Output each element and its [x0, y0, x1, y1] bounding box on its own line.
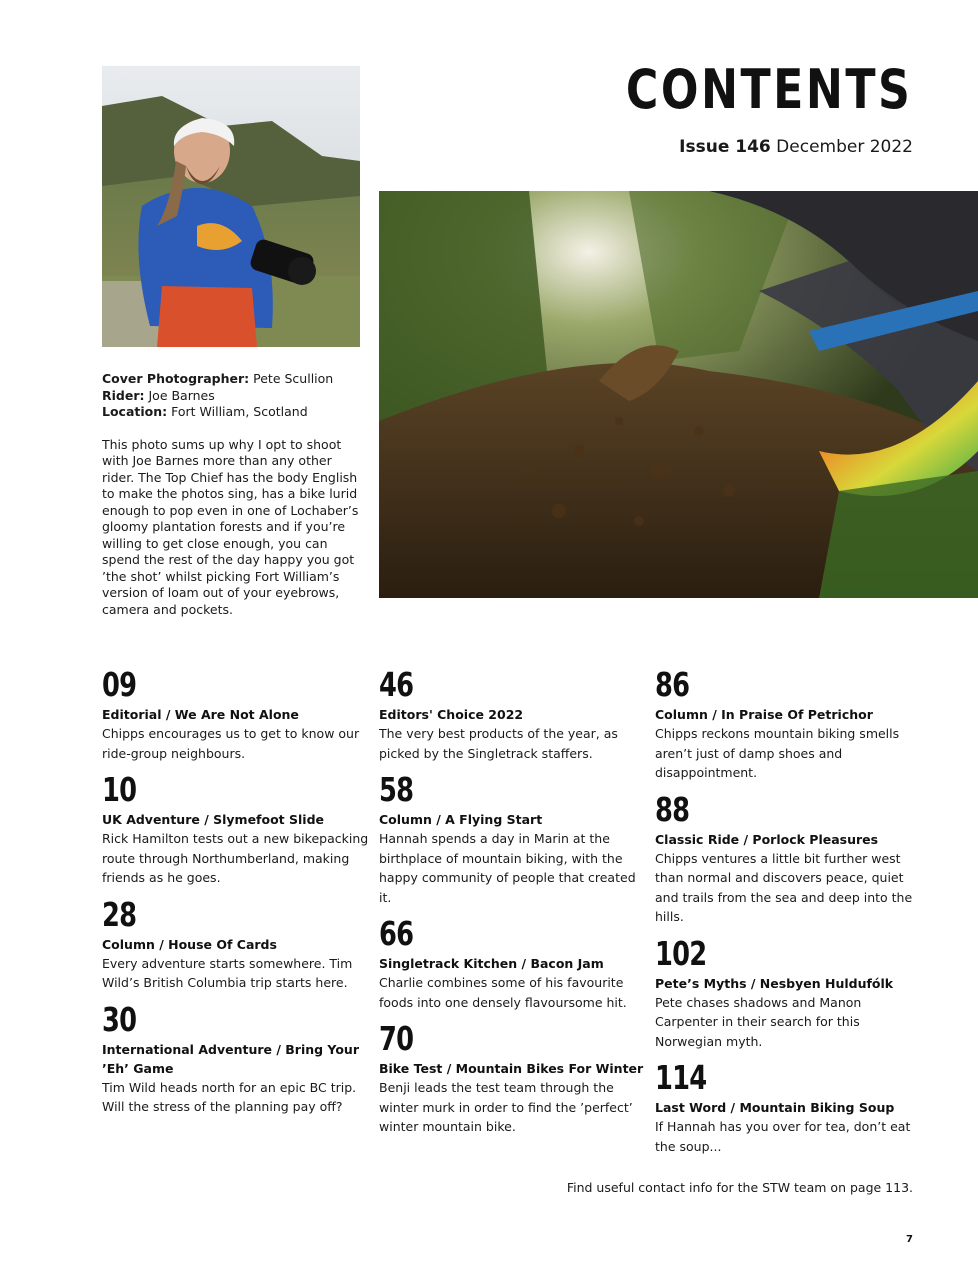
entry-description: Chipps ventures a little bit further west than normal and discovers peace, quiet and trails from the sea and deep into the hills.	[655, 850, 913, 924]
entry-title: Column / In Praise Of Petrichor	[655, 707, 873, 722]
page-number: 66	[379, 914, 414, 953]
entry-description: Tim Wild heads north for an epic BC trip. Will the stress of the planning pay off?	[102, 1079, 357, 1114]
entry-description: Hannah spends a day in Marin at the birthplace of mountain biking, with the happy community of people that created it.	[379, 831, 636, 905]
entry-title: Bike Test / Mountain Bikes For Winter	[379, 1061, 644, 1076]
toc-entry[interactable]	[379, 771, 649, 907]
page-number: 86	[655, 665, 690, 704]
location-label: Location:	[102, 404, 168, 419]
entry-title: Pete’s Myths / Nesbyen Huldufólk	[655, 975, 894, 991]
entry-title: Singletrack Kitchen / Bacon Jam	[379, 956, 604, 971]
cover-credits	[102, 371, 364, 618]
toc-entry[interactable]	[379, 666, 649, 763]
photographer-credit	[102, 371, 364, 388]
toc-entry[interactable]	[102, 1001, 372, 1117]
entry-title: International Adventure / Bring Your ’Eh’ Game	[102, 1041, 359, 1076]
toc-entry[interactable]	[102, 666, 372, 763]
entry-description: Chipps encourages us to get to know our ride-group neighbours.	[102, 726, 360, 761]
toc-entry[interactable]	[655, 935, 917, 1052]
issue-number: Issue 146	[679, 137, 771, 157]
entry-description: If Hannah has you over for tea, don’t eat the soup...	[655, 1119, 911, 1154]
page-number: 10	[102, 770, 137, 809]
photographer-name: Pete Scullion	[253, 371, 334, 386]
toc-column-3	[655, 666, 917, 1164]
entry-title: UK Adventure / Slymefoot Slide	[102, 812, 324, 827]
toc-entry[interactable]	[102, 771, 372, 888]
photographer-photo	[102, 66, 360, 347]
rider-credit	[102, 388, 364, 405]
page-folio: 7	[906, 1234, 913, 1245]
entry-description: Pete chases shadows and Manon Carpenter in their search for this Norwegian myth.	[655, 994, 862, 1049]
entry-title: Last Word / Mountain Biking Soup	[655, 1100, 895, 1115]
entry-title: Column / A Flying Start	[379, 812, 543, 827]
page-number: 58	[379, 770, 414, 809]
toc-entry[interactable]	[655, 1059, 917, 1156]
entry-title: Editors' Choice 2022	[379, 707, 524, 722]
entry-description: The very best products of the year, as picked by the Singletrack staffers.	[379, 726, 618, 761]
page-number: 102	[655, 933, 707, 973]
page-number: 09	[102, 665, 137, 704]
toc-entry[interactable]	[379, 1020, 649, 1137]
toc-entry[interactable]	[655, 666, 917, 783]
page-number: 88	[655, 789, 690, 829]
page-title: CONTENTS	[625, 58, 912, 121]
toc-entry[interactable]	[379, 915, 649, 1012]
toc-column-2	[379, 666, 649, 1145]
entry-title: Classic Ride / Porlock Pleasures	[655, 831, 879, 847]
cover-photo	[379, 191, 978, 598]
entry-description: Every adventure starts somewhere. Tim Wild’s British Columbia trip starts here.	[102, 955, 353, 990]
entry-description: Benji leads the test team through the winter murk in order to find the ’perfect’ winter mountain bike.	[379, 1080, 633, 1134]
toc-entry[interactable]	[655, 791, 917, 927]
rider-label: Rider:	[102, 387, 145, 403]
entry-description: Rick Hamilton tests out a new bikepacking route through Northumberland, making friends as he goes.	[102, 831, 369, 885]
entry-title: Editorial / We Are Not Alone	[102, 707, 299, 722]
issue-date: December 2022	[776, 137, 913, 157]
entry-description: Charlie combines some of his favourite foods into one densely flavoursome hit.	[379, 975, 627, 1010]
location-name: Fort William, Scotland	[171, 404, 308, 419]
toc-entry[interactable]	[102, 896, 372, 993]
page-number: 30	[102, 999, 137, 1039]
contact-note: Find useful contact info for the STW team on page 113.	[566, 1180, 913, 1195]
photographer-label: Cover Photographer:	[102, 371, 250, 386]
page-number: 28	[102, 894, 137, 934]
location-credit	[102, 404, 364, 421]
page-number: 70	[379, 1019, 414, 1058]
rider-name: Joe Barnes	[148, 387, 215, 403]
cover-blurb: This photo sums up why I opt to shoot with Joe Barnes more than any other rider. The Top Chief has the body English to make the photos sing, has a bike lurid enough to pop even in one of Lochaber’s gloomy plantation forests and if you’re willing to get close enough, you can spend the rest of the day happy you got ’the shot’ whilst picking Fort William’s version of loam out of your eyebrows, camera and pockets.	[102, 436, 359, 617]
entry-title: Column / House Of Cards	[102, 936, 277, 952]
toc-column-1	[102, 666, 372, 1125]
page-number: 46	[379, 665, 414, 704]
entry-description: Chipps reckons mountain biking smells aren’t just of damp shoes and disappointment.	[655, 726, 900, 780]
page-number: 114	[655, 1058, 707, 1097]
issue-line	[679, 137, 913, 157]
